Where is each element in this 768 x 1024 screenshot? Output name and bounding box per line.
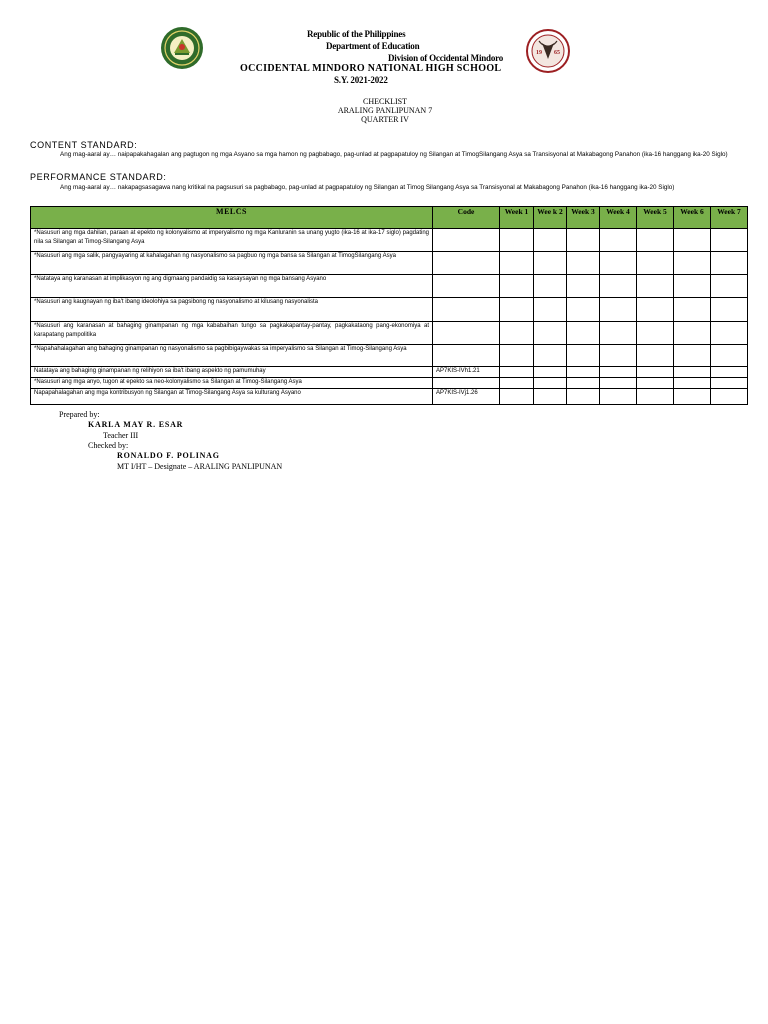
checked-by-position: MT I/HT – Designate – ARALING PANLIPUNAN — [117, 462, 283, 471]
table-row — [31, 367, 748, 378]
table-row — [31, 378, 748, 389]
header-code: Code — [433, 207, 500, 229]
week-4-check-cell[interactable] — [600, 298, 637, 322]
week-7-check-cell[interactable] — [711, 378, 748, 389]
week-1-check-cell[interactable] — [500, 252, 534, 275]
code-cell — [433, 275, 500, 298]
seal-year-left: 19 — [536, 50, 542, 56]
header-week-2: Wee k 2 — [534, 207, 567, 229]
week-3-check-cell[interactable] — [567, 252, 600, 275]
melc-cell: *Natataya ang karanasan at implikasyon ng ang digmaang pandaidig sa kasaysayan ng mga bansang Asyano — [31, 275, 433, 298]
week-5-check-cell[interactable] — [637, 229, 674, 252]
week-2-check-cell[interactable] — [534, 367, 567, 378]
code-cell — [433, 378, 500, 389]
header-week-1: Week 1 — [500, 207, 534, 229]
table-row — [31, 298, 748, 322]
week-1-check-cell[interactable] — [500, 322, 534, 345]
week-3-check-cell[interactable] — [567, 389, 600, 405]
document-titles — [0, 97, 768, 124]
header-week-3: Week 3 — [567, 207, 600, 229]
week-4-check-cell[interactable] — [600, 378, 637, 389]
melc-cell: *Nasusuri ang karanasan at bahaging ginampanan ng mga kababaihan tungo sa pagkakapantay-pantay, pagkakataong pang-ekonomiya at karapatang pampolitika — [31, 322, 433, 345]
week-5-check-cell[interactable] — [637, 322, 674, 345]
week-6-check-cell[interactable] — [674, 298, 711, 322]
title-subject: ARALING PANLIPUNAN 7 — [337, 106, 433, 115]
header-week-4: Week 4 — [600, 207, 637, 229]
week-2-check-cell[interactable] — [534, 378, 567, 389]
prepared-by-name: KARLA MAY R. ESAR — [88, 420, 184, 429]
week-2-check-cell[interactable] — [534, 275, 567, 298]
melc-cell: *Nasusuri ang mga dahilan, paraan at epekto ng kolonyalismo at imperyalismo ng mga Kanluranin sa unang yugto (ika-16 at ika-17 siglo) pagdating nila sa Silangan at Timog-Silangang Asya — [31, 229, 433, 252]
week-3-check-cell[interactable] — [567, 275, 600, 298]
week-7-check-cell[interactable] — [711, 275, 748, 298]
week-1-check-cell[interactable] — [500, 378, 534, 389]
week-3-check-cell[interactable] — [567, 345, 600, 367]
week-7-check-cell[interactable] — [711, 322, 748, 345]
week-1-check-cell[interactable] — [500, 367, 534, 378]
week-2-check-cell[interactable] — [534, 298, 567, 322]
checked-by-label: Checked by: — [88, 441, 129, 450]
table-row — [31, 322, 748, 345]
week-4-check-cell[interactable] — [600, 229, 637, 252]
week-7-check-cell[interactable] — [711, 298, 748, 322]
week-7-check-cell[interactable] — [711, 252, 748, 275]
week-3-check-cell[interactable] — [567, 298, 600, 322]
week-6-check-cell[interactable] — [674, 367, 711, 378]
header-week-5: Week 5 — [637, 207, 674, 229]
header-week-6: Week 6 — [674, 207, 711, 229]
week-6-check-cell[interactable] — [674, 275, 711, 298]
melc-cell: *Nasusuri ang mga anyo, tugon at epekto sa neo-kolonyalismo sa Silangan at Timog-Silangang Asya — [31, 378, 433, 389]
melc-cell: Napapahalagahan ang mga kontribusyon ng Silangan at Timog-Silangang Asya sa kulturang Asyano — [31, 389, 433, 405]
table-row — [31, 229, 748, 252]
melcs-checklist-table — [30, 206, 748, 405]
header-melcs: MELCS — [31, 207, 433, 229]
week-7-check-cell[interactable] — [711, 389, 748, 405]
week-7-check-cell[interactable] — [711, 229, 748, 252]
week-6-check-cell[interactable] — [674, 378, 711, 389]
week-3-check-cell[interactable] — [567, 378, 600, 389]
week-5-check-cell[interactable] — [637, 252, 674, 275]
week-2-check-cell[interactable] — [534, 345, 567, 367]
week-4-check-cell[interactable] — [600, 252, 637, 275]
week-5-check-cell[interactable] — [637, 378, 674, 389]
week-1-check-cell[interactable] — [500, 389, 534, 405]
week-3-check-cell[interactable] — [567, 322, 600, 345]
week-5-check-cell[interactable] — [637, 367, 674, 378]
week-4-check-cell[interactable] — [600, 322, 637, 345]
performance-standard-text: Ang mag-aaral ay… nakapagsasagawa nang kritikal na pagsusuri sa pagbabago, pag-unlad at pagpapatuloy ng Silangan at Timog Silangang Asya sa Transisyonal at Makabagong Panahon (ika-16 hanggang ika-20 Siglo) — [60, 184, 675, 191]
header-department: Department of Education — [326, 41, 420, 51]
week-6-check-cell[interactable] — [674, 229, 711, 252]
prepared-by-label: Prepared by: — [59, 410, 100, 419]
week-7-check-cell[interactable] — [711, 345, 748, 367]
week-6-check-cell[interactable] — [674, 345, 711, 367]
week-5-check-cell[interactable] — [637, 345, 674, 367]
header-republic: Republic of the Philippines — [307, 29, 406, 39]
school-seal-icon — [526, 29, 570, 73]
code-cell — [433, 345, 500, 367]
week-1-check-cell[interactable] — [500, 275, 534, 298]
week-6-check-cell[interactable] — [674, 322, 711, 345]
code-cell: AP7KIS-IVj1.26 — [433, 389, 500, 405]
week-2-check-cell[interactable] — [534, 229, 567, 252]
content-standard-label: CONTENT STANDARD: — [30, 140, 138, 150]
title-checklist: CHECKLIST — [363, 97, 407, 106]
content-standard-text: Ang mag-aaral ay… naipapakahagalan ang pagtugon ng mga Asyano sa mga hamon ng pagbabago, pag-unlad at pagpapatuloy ng Silangan at TimogSilangang Asya sa Transisyonal at Makabagong Panahon (ika-16 hanggang ika-20 Siglo) — [60, 151, 728, 158]
week-5-check-cell[interactable] — [637, 275, 674, 298]
performance-standard-label: PERFORMANCE STANDARD: — [30, 172, 167, 182]
code-cell: AP7KIS-IVh1.21 — [433, 367, 500, 378]
week-4-check-cell[interactable] — [600, 275, 637, 298]
week-1-check-cell[interactable] — [500, 298, 534, 322]
header-division: Division of Occidental Mindoro — [388, 53, 504, 63]
title-quarter: QUARTER IV — [361, 115, 409, 124]
week-1-check-cell[interactable] — [500, 345, 534, 367]
week-3-check-cell[interactable] — [567, 229, 600, 252]
header-week-7: Week 7 — [711, 207, 748, 229]
code-cell — [433, 252, 500, 275]
seal-year-right: 65 — [554, 50, 560, 56]
week-5-check-cell[interactable] — [637, 389, 674, 405]
deped-seal-icon — [160, 26, 204, 70]
week-1-check-cell[interactable] — [500, 229, 534, 252]
week-4-check-cell[interactable] — [600, 367, 637, 378]
header-school-year: S.Y. 2021-2022 — [334, 75, 388, 85]
week-6-check-cell[interactable] — [674, 389, 711, 405]
code-cell — [433, 322, 500, 345]
week-2-check-cell[interactable] — [534, 322, 567, 345]
checked-by-name: RONALDO F. POLINAG — [117, 451, 220, 460]
table-row — [31, 389, 748, 405]
melc-cell: *Nasusuri ang mga salik, pangyayaring at kahalagahan ng nasyonalismo sa pagbuo ng mga bansa sa Silangan at TimogSilangang Asya — [31, 252, 433, 275]
melc-cell: *Napahahalagahan ang bahaging ginampanan ng nasyonalismo sa pagbibigaywakas sa imperyalismo sa Silangan at Timog-Silangang Asya — [31, 345, 433, 367]
week-2-check-cell[interactable] — [534, 389, 567, 405]
week-4-check-cell[interactable] — [600, 345, 637, 367]
table-row — [31, 345, 748, 367]
week-6-check-cell[interactable] — [674, 252, 711, 275]
code-cell — [433, 229, 500, 252]
week-5-check-cell[interactable] — [637, 298, 674, 322]
melc-cell: *Nasusuri ang kaugnayan ng iba't ibang ideolohiya sa pagsibong ng nasyonalismo at kilusang nasyonalista — [31, 298, 433, 322]
prepared-by-position: Teacher III — [103, 431, 139, 440]
table-header-row — [31, 207, 748, 229]
week-4-check-cell[interactable] — [600, 389, 637, 405]
table-row — [31, 252, 748, 275]
table-row — [31, 275, 748, 298]
week-3-check-cell[interactable] — [567, 367, 600, 378]
melc-cell: Natataya ang bahaging ginampanan ng relihiyon sa iba't ibang aspekto ng pamumuhay — [31, 367, 433, 378]
code-cell — [433, 298, 500, 322]
week-7-check-cell[interactable] — [711, 367, 748, 378]
header-school-name: OCCIDENTAL MINDORO NATIONAL HIGH SCHOOL — [240, 63, 502, 74]
week-2-check-cell[interactable] — [534, 252, 567, 275]
